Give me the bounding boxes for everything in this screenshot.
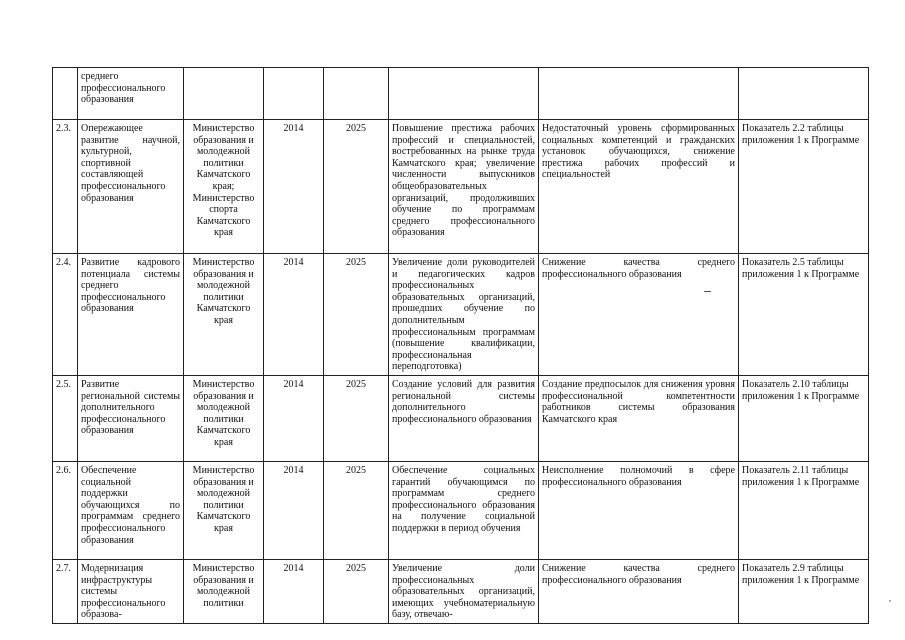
executor [184, 68, 264, 120]
start-year: 2014 [264, 120, 324, 254]
event-name: Развитие кадрового потенциала системы среднего профессионального образования [78, 254, 184, 376]
executor: Министерство образования и молодежной политики [184, 560, 264, 624]
indicator-link: Показатель 2.5 таблицы приложения 1 к Программе [739, 254, 869, 376]
table-row [53, 68, 869, 120]
table-row [53, 376, 869, 462]
consequences: Снижение качества среднего профессионального образования [539, 254, 739, 376]
row-number: 2.5. [53, 376, 78, 462]
event-name: Модернизация инфраструктуры системы профессионального образова- [78, 560, 184, 624]
event-name: Опережающее развитие научной, культурной, спортивной составляющей профессионального образования [78, 120, 184, 254]
indicator-link: Показатель 2.11 таблицы приложения 1 к Программе [739, 462, 869, 560]
expected-result: Увеличение доли профессиональных образовательных организаций, имеющих учебноматериальную базу, отвечаю- [389, 560, 539, 624]
executor: Министерство образования и молодежной политики Камчатского края; Министерство спорта Камчатского края [184, 120, 264, 254]
end-year: 2025 [324, 376, 389, 462]
scan-speck [889, 600, 891, 602]
table-row [53, 462, 869, 560]
end-year: 2025 [324, 560, 389, 624]
row-number: 2.7. [53, 560, 78, 624]
row-number: 2.6. [53, 462, 78, 560]
indicator-link: Показатель 2.10 таблицы приложения 1 к Программе [739, 376, 869, 462]
consequences: Создание предпосылок для снижения уровня профессиональной компетентности работников системы образования Камчатского края [539, 376, 739, 462]
table-row [53, 560, 869, 624]
end-year: 2025 [324, 120, 389, 254]
consequences: Недостаточный уровень сформированных социальных компетенций и гражданских установок обучающихся, снижение престижа рабочих профессий и специальностей [539, 120, 739, 254]
start-year: 2014 [264, 462, 324, 560]
indicator-link: Показатель 2.9 таблицы приложения 1 к Программе [739, 560, 869, 624]
executor: Министерство образования и молодежной политики Камчатского края [184, 376, 264, 462]
expected-result [389, 68, 539, 120]
expected-result: Обеспечение социальных гарантий обучающимся по программам среднего профессионального образования на получение социальной поддержки в период обучения [389, 462, 539, 560]
executor: Министерство образования и молодежной политики Камчатского края [184, 462, 264, 560]
event-name: среднего профессионального образования [78, 68, 184, 120]
indicator-link: Показатель 2.2 таблицы приложения 1 к Программе [739, 120, 869, 254]
table-row [53, 120, 869, 254]
event-name: Развитие региональной системы дополнительного профессионального образования [78, 376, 184, 462]
row-number [53, 68, 78, 120]
expected-result: Создание условий для развития региональной системы дополнительного профессионального образования [389, 376, 539, 462]
consequences: Неисполнение полномочий в сфере профессионального образования [539, 462, 739, 560]
end-year: 2025 [324, 254, 389, 376]
table-row [53, 254, 869, 376]
start-year: 2014 [264, 376, 324, 462]
program-activities-table [52, 67, 869, 624]
end-year [324, 68, 389, 120]
expected-result: Повышение престижа рабочих профессий и специальностей, востребованных на рынке труда Камчатского края; увеличение численности выпускников общеобразовательных организаций, продолживших обучение по программам среднего профессионального образования [389, 120, 539, 254]
event-name: Обеспечение социальной поддержки обучающихся по программам среднего профессионального образования [78, 462, 184, 560]
end-year: 2025 [324, 462, 389, 560]
indicator-link [739, 68, 869, 120]
consequences: Снижение качества среднего профессионального образования [539, 560, 739, 624]
executor: Министерство образования и молодежной политики Камчатского края [184, 254, 264, 376]
start-year [264, 68, 324, 120]
scan-mark [704, 291, 711, 292]
row-number: 2.3. [53, 120, 78, 254]
expected-result: Увеличение доли руководителей и педагогических кадров профессиональных образовательных организаций, прошедших обучение по дополнительным профессиональным программам (повышение квалификации, профессиональная переподготовка) [389, 254, 539, 376]
consequences [539, 68, 739, 120]
start-year: 2014 [264, 254, 324, 376]
start-year: 2014 [264, 560, 324, 624]
row-number: 2.4. [53, 254, 78, 376]
